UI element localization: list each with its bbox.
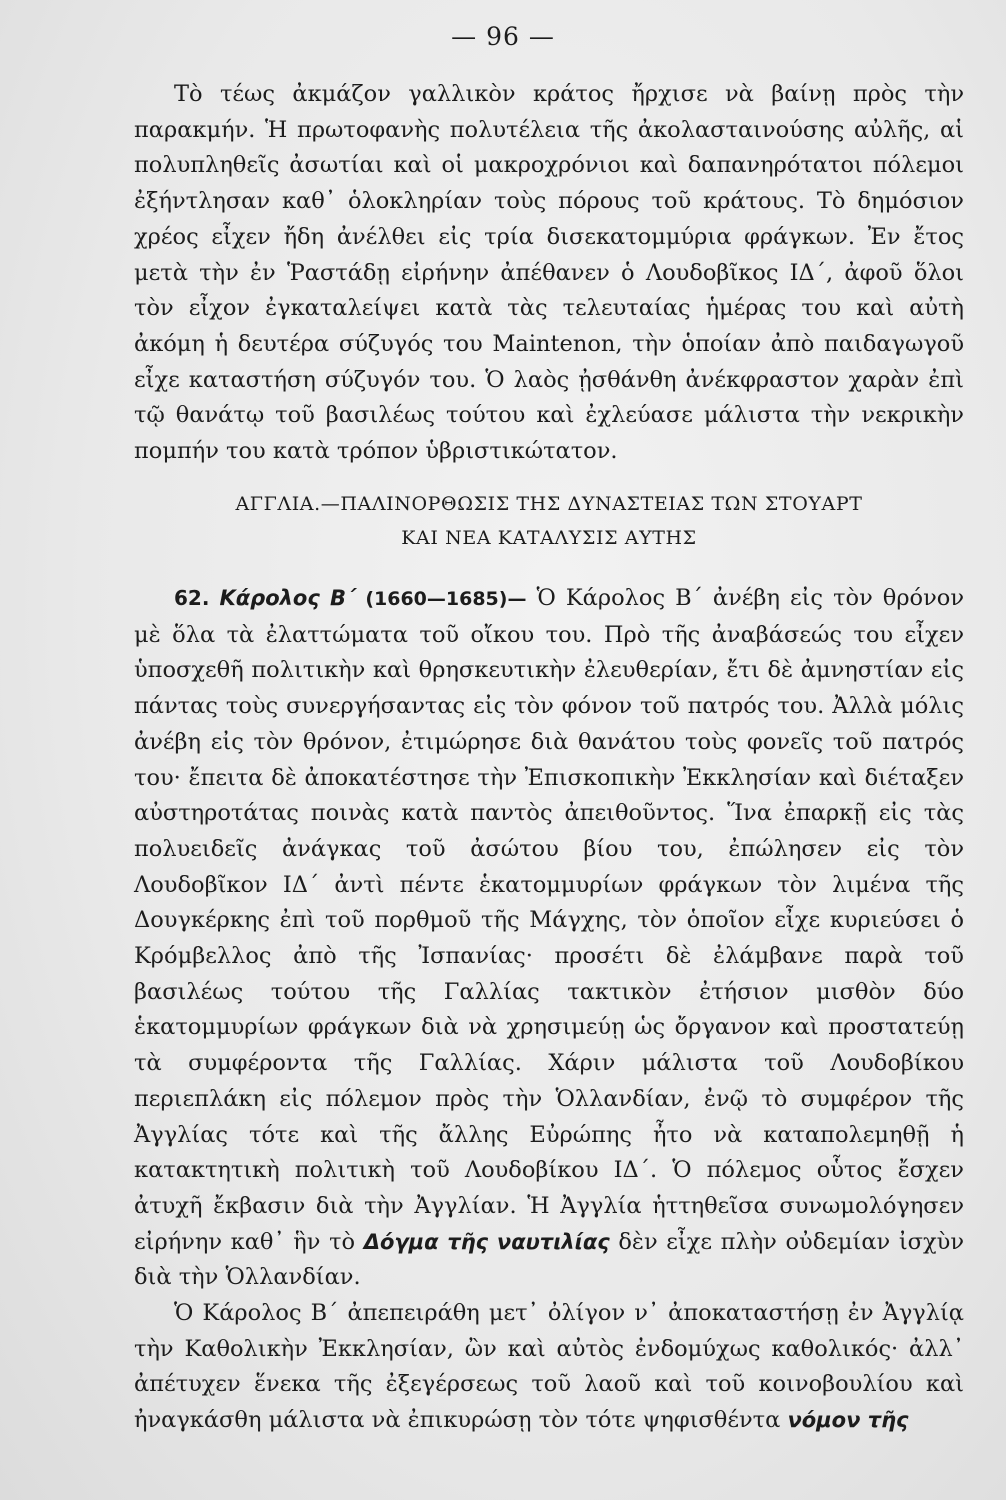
section-paragraph-1-text: Ὁ Κάρολος Β΄ ἀνέβη εἰς τὸν θρόνον μὲ ὅλα τὰ ἐλαττώματα τοῦ οἴκου του. Πρὸ τῆς ἀναβάσεώς του εἶχεν ὑποσχεθῆ πολιτικὴν καὶ θρησκευτικὴν ἐλευθερίαν, ἔτι δὲ ἀμνηστίαν εἰς πάντας τοὺς συνεργήσαντας εἰς τὸν φόνον τοῦ πατρός του. Ἀλλὰ μόλις ἀνέβη εἰς τὸν θρόνον, ἐτιμώρησε διὰ θανάτου τοὺς φονεῖς τοῦ πατρός του· ἔπειτα δὲ ἀποκατέστησε τὴν Ἐπισκοπικὴν Ἐκκλησίαν καὶ διέταξεν αὐστηροτάτας ποινὰς κατὰ παντὸς ἀπειθοῦντος. Ἵνα ἐπαρκῇ εἰς τὰς πολυειδεῖς ἀνάγκας τοῦ ἀσώτου βίου του, ἐπώλησεν εἰς τὸν Λουδοβῖκον ΙΔ΄ ἀντὶ πέντε ἑκατομμυρίων φράγκων τὸν λιμένα τῆς Δουγκέρκης ἐπὶ τοῦ πορθμοῦ τῆς Μάγχης, τὸν ὁποῖον εἶχε κυριεύσει ὁ Κρόμβελλος ἀπὸ τῆς Ἰσπανίας· προσέτι δὲ ἐλάμβανε παρὰ τοῦ βασιλέως τούτου τῆς Γαλλίας τακτικὸν ἐτήσιον μισθὸν δύο ἑκατομμυρίων φράγκων διὰ νὰ χρησιμεύῃ ὡς ὄργανον καὶ προστατεύῃ τὰ συμφέροντα τῆς Γαλλίας. Χάριν μάλιστα τοῦ Λουδοβίκου περιεπλάκη εἰς πόλεμον πρὸς τὴν Ὁλλανδίαν, ἐνῷ τὸ συμφέρον τῆς Ἀγγλίας τότε καὶ τῆς ἄλλης Εὐρώπης ἦτο νὰ καταπολεμηθῇ ἡ κατακτητικὴ πολιτικὴ τοῦ Λουδοβίκου ΙΔ΄. Ὁ πόλεμος οὗτος ἔσχεν ἀτυχῆ ἔκβασιν διὰ τὴν Ἀγγλίαν. Ἡ Ἀγγλία ἡττηθεῖσα συνωμολόγησεν εἰρήνην καθ᾽ ἣν τὸ: [134, 585, 964, 1255]
body-text-top: [134, 77, 964, 470]
body-text-section: [134, 581, 964, 1439]
section-paragraph-2: [134, 1296, 964, 1439]
heading-line-2: ΚΑΙ ΝΕΑ ΚΑΤΑΛΥΣΙΣ ΑΥΤΗΣ: [401, 527, 697, 549]
section-title: Κάρολος Β΄: [219, 586, 356, 610]
emphasis-term-2: νόμον τῆς: [787, 1408, 909, 1433]
section-paragraph-2-text: Ὁ Κάρολος Β΄ ἀπεπειράθη μετ᾽ ὀλίγον ν᾽ ἀποκαταστήσῃ ἐν Ἀγγλίᾳ τὴν Καθολικὴν Ἐκκλησίαν, ὢν καὶ αὐτὸς ἐνδομύχως καθολικός· ἀλλ᾽ ἀπέτυχεν ἕνεκα τῆς ἐξεγέρσεως τοῦ λαοῦ καὶ τοῦ κοινοβουλίου καὶ ἠναγκάσθη μάλιστα νὰ ἐπικυρώσῃ τὸν τότε ψηφισθέντα: [134, 1300, 964, 1434]
section-heading: [134, 487, 964, 555]
heading-line-1: ΑΓΓΛΙΑ.—ΠΑΛΙΝΟΡΘΩΣΙΣ ΤΗΣ ΔΥΝΑΣΤΕΙΑΣ ΤΩΝ ΣΤΟΥΑΡΤ: [235, 493, 863, 515]
section-number: 62.: [174, 586, 210, 610]
paragraph: Τὸ τέως ἀκμάζον γαλλικὸν κράτος ἤρχισε νὰ βαίνῃ πρὸς τὴν παρακμήν. Ἡ πρωτοφανὴς πολυτέλεια τῆς ἀκολασταινούσης αὐλῆς, αἱ πολυπληθεῖς ἀσωτίαι καὶ οἱ μακροχρόνιοι καὶ δαπανηρότατοι πόλεμοι ἐξήντλησαν καθ᾽ ὁλοκληρίαν τοὺς πόρους τοῦ κράτους. Τὸ δημόσιον χρέος εἶχεν ἤδη ἀνέλθει εἰς τρία δισεκατομμύρια φράγκων. Ἐν ἔτος μετὰ τὴν ἐν Ῥαστάδῃ εἰρήνην ἀπέθανεν ὁ Λουδοβῖκος ΙΔ΄, ἀφοῦ ὅλοι τὸν εἶχον ἐγκαταλείψει κατὰ τὰς τελευταίας ἡμέρας του καὶ αὐτὴ ἀκόμη ἡ δευτέρα σύζυγός του Maintenon, τὴν ὁποίαν ἀπὸ παιδαγωγοῦ εἶχε καταστήση σύζυγόν του. Ὁ λαὸς ᾐσθάνθη ἀνέκφραστον χαρὰν ἐπὶ τῷ θανάτῳ τοῦ βασιλέως τούτου καὶ ἐχλεύασε μάλιστα τὴν νεκρικὴν πομπήν του κατὰ τρόπον ὑβριστικώτατον.: [134, 81, 964, 465]
section-paragraph-1: [134, 581, 964, 1296]
emphasis-term: Δόγμα τῆς ναυτιλίας: [363, 1229, 610, 1254]
section-paragraph-1-tail: δὲν εἶχε πλὴν οὐδεμίαν ἰσχὺν διὰ τὴν Ὁλλανδίαν.: [134, 1228, 964, 1291]
page-number: — 96 —: [451, 22, 555, 51]
section-dates: (1660—1685)—: [365, 588, 527, 610]
